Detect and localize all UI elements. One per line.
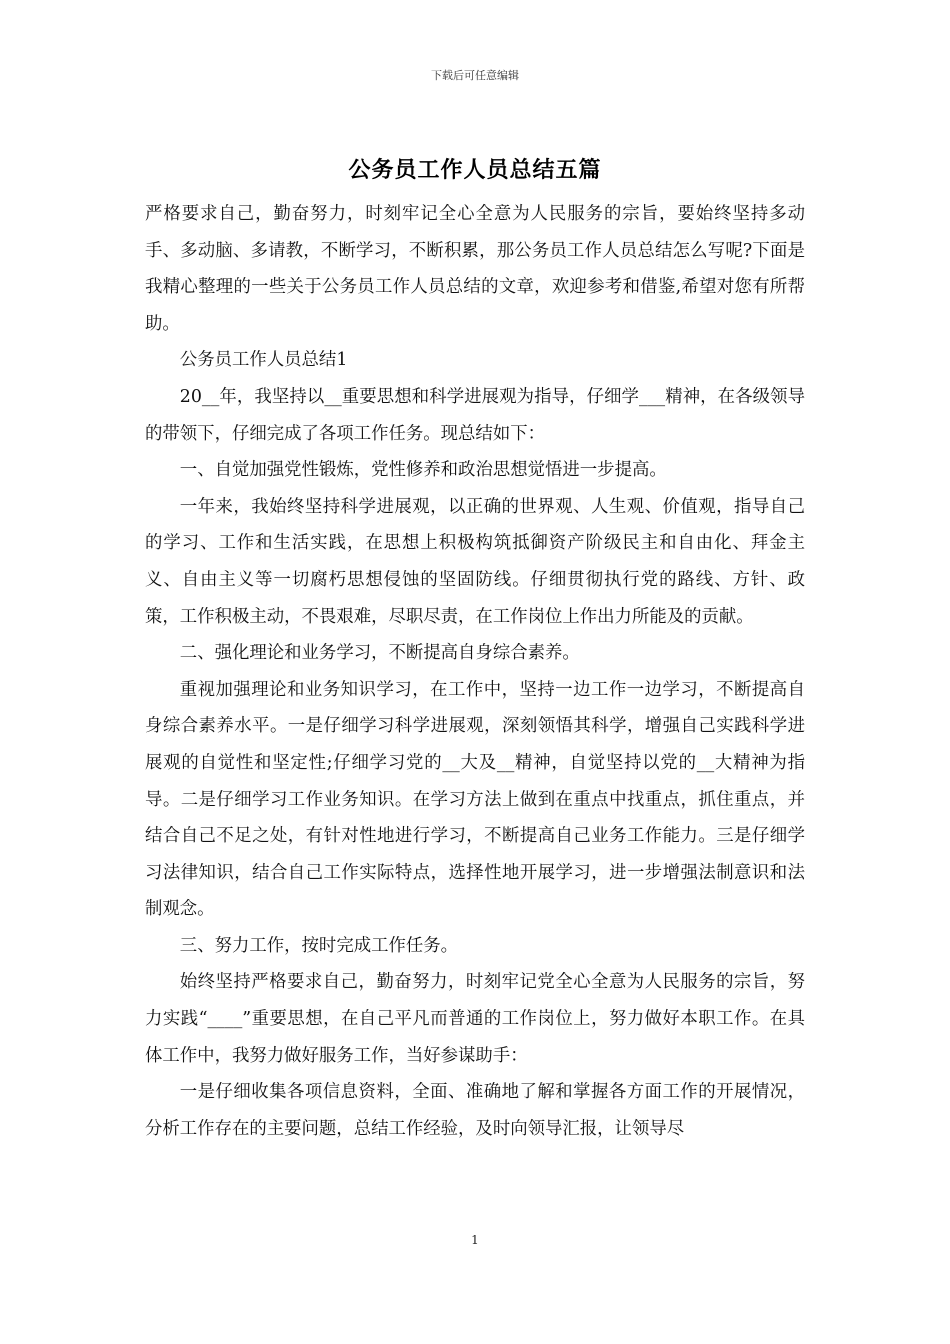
section-heading: 三、努力工作，按时完成工作任务。 bbox=[179, 935, 459, 956]
paragraph: 始终坚持严格要求自己，勤奋努力，时刻牢记党全心全意为人民服务的宗旨，努力实践“____”重要思想，在自己平凡而普通的工作岗位上，努力做好本职工作。在具体工作中，我努力做好服务工作，当好参谋助手： bbox=[145, 972, 805, 1066]
section-heading: 公务员工作人员总结1 bbox=[179, 350, 348, 371]
document-title: 公务员工作人员总结五篇 bbox=[348, 158, 602, 183]
section-heading: 二、强化理论和业务学习，不断提高自身综合素养。 bbox=[179, 643, 580, 664]
paragraph: 20__年，我坚持以__重要思想和科学进展观为指导，仔细学___精神，在各级领导的带领下，仔细完成了各项工作任务。现总结如下： bbox=[145, 386, 805, 444]
paragraph: 严格要求自己，勤奋努力，时刻牢记全心全意为人民服务的宗旨，要始终坚持多动手、多动脑、多请教，不断学习，不断积累，那公务员工作人员总结怎么写呢?下面是我精心整理的一些关于公务员工作人员总结的文章，欢迎参考和借鉴,希望对您有所帮助。 bbox=[145, 204, 805, 334]
document-body bbox=[145, 196, 805, 1147]
header-note: 下载后可任意编辑 bbox=[431, 69, 519, 82]
section-heading: 一、自觉加强党性锻炼，党性修养和政治思想觉悟进一步提高。 bbox=[179, 460, 667, 481]
paragraph: 一是仔细收集各项信息资料，全面、准确地了解和掌握各方面工作的开展情况，分析工作存在的主要问题，总结工作经验，及时向领导汇报，让领导尽 bbox=[145, 1082, 805, 1139]
paragraph: 重视加强理论和业务知识学习，在工作中，坚持一边工作一边学习，不断提高自身综合素养水平。一是仔细学习科学进展观，深刻领悟其科学，增强自己实践科学进展观的自觉性和坚定性;仔细学习党的__大及__精神，自觉坚持以党的__大精神为指导。二是仔细学习工作业务知识。在学习方法上做到在重点中找重点，抓住重点，并结合自己不足之处，有针对性地进行学习，不断提高自己业务工作能力。三是仔细学习法律知识，结合自己工作实际特点，选择性地开展学习，进一步增强法制意识和法制观念。 bbox=[145, 679, 805, 920]
page-number: 1 bbox=[471, 1233, 479, 1247]
paragraph: 一年来，我始终坚持科学进展观，以正确的世界观、人生观、价值观，指导自己的学习、工作和生活实践，在思想上积极构筑抵御资产阶级民主和自由化、拜金主义、自由主义等一切腐朽思想侵蚀的坚固防线。仔细贯彻执行党的路线、方针、政策，工作积极主动，不畏艰难，尽职尽责，在工作岗位上作出力所能及的贡献。 bbox=[145, 496, 805, 627]
